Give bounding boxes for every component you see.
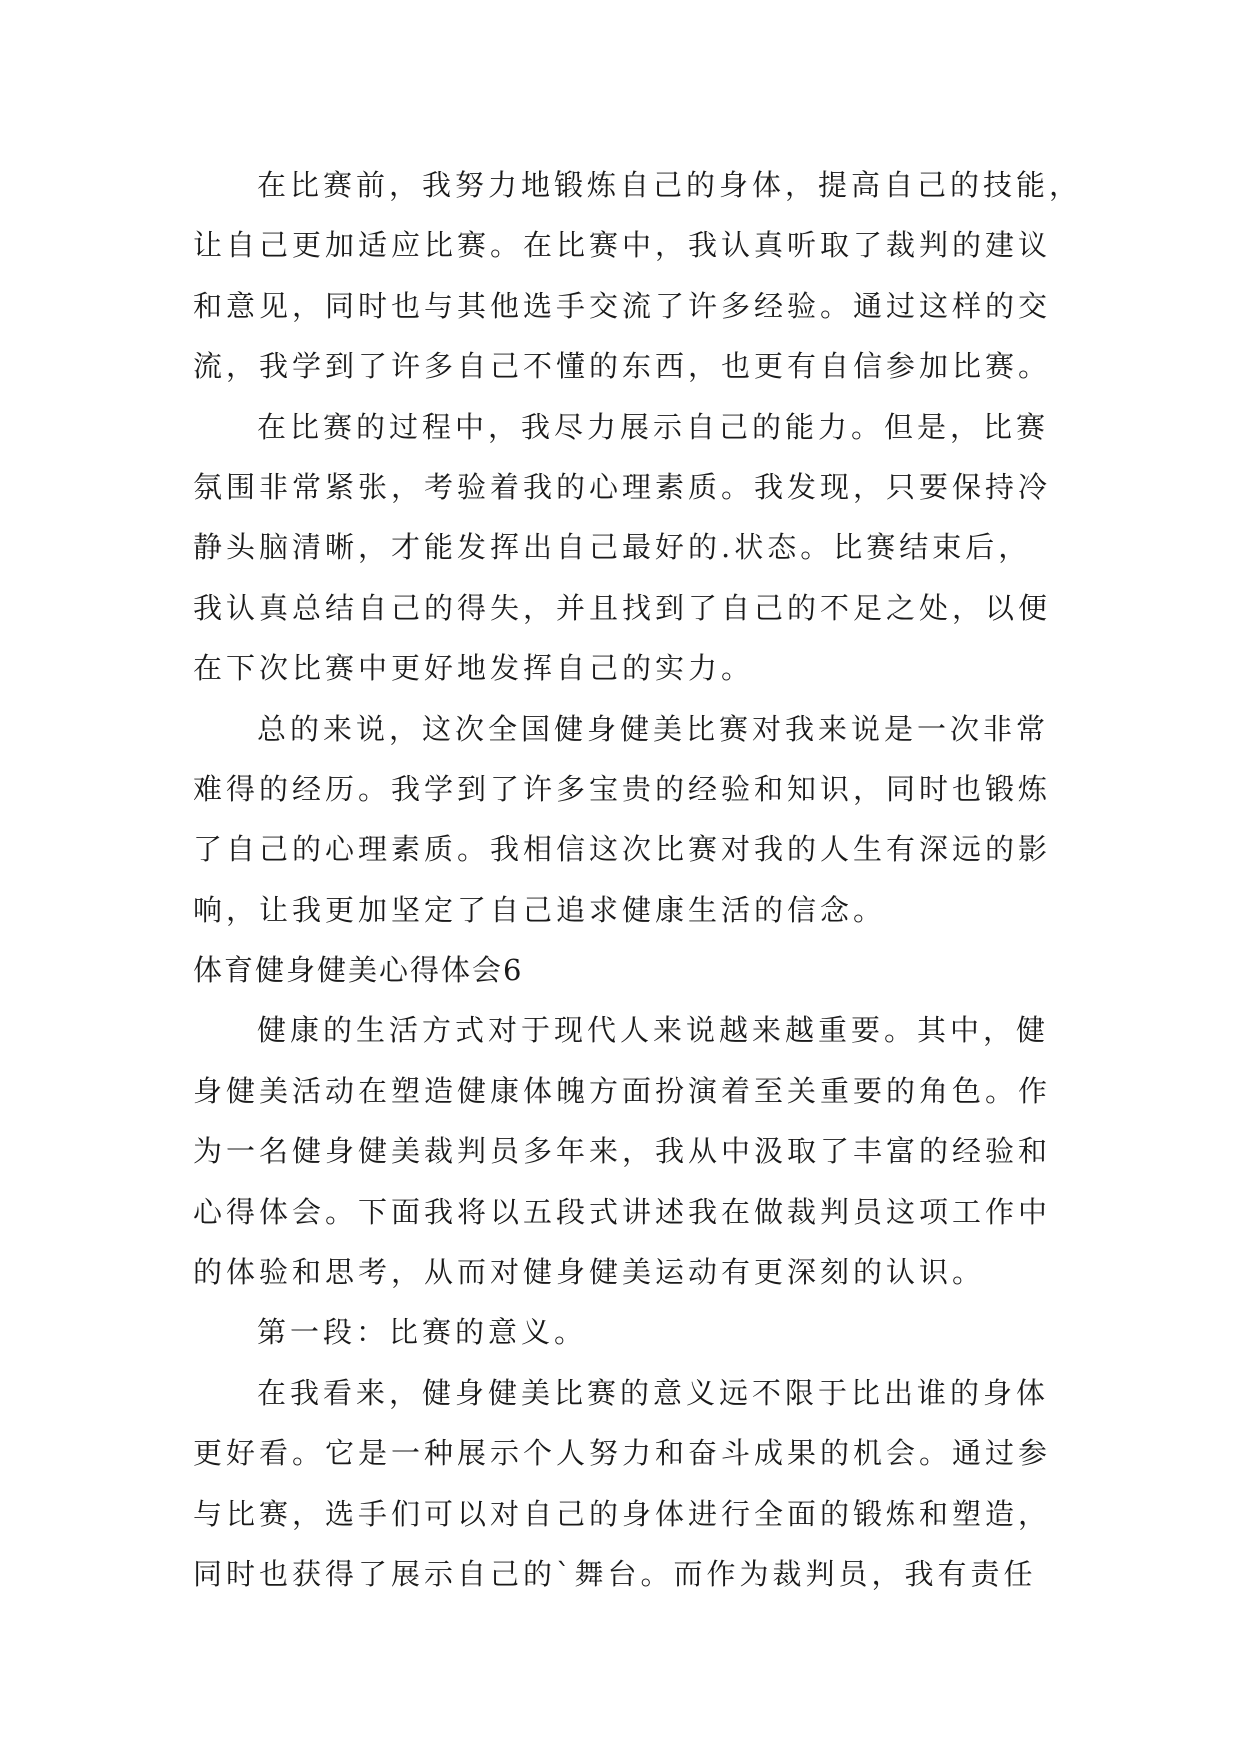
paragraph-line: 为一名健身健美裁判员多年来，我从中汲取了丰富的经验和 (193, 1134, 1052, 1169)
paragraph-line: 我认真总结自己的得失，并且找到了自己的不足之处，以便 (193, 590, 1052, 625)
paragraph-line: 在比赛前，我努力地锻炼自己的身体，提高自己的技能， (257, 168, 1083, 202)
paragraph-line: 了自己的心理素质。我相信这次比赛对我的人生有深远的影 (193, 832, 1052, 867)
document-body (193, 155, 1083, 1604)
paragraph-line: 第一段：比赛的意义。 (257, 1315, 588, 1350)
section-heading: 体育健身健美心得体会6 (193, 953, 524, 988)
paragraph-line: 总的来说，这次全国健身健美比赛对我来说是一次非常 (257, 711, 1050, 746)
paragraph-line: 和意见，同时也与其他选手交流了许多经验。通过这样的交 (193, 288, 1052, 323)
paragraph-line: 在下次比赛中更好地发挥自己的实力。 (193, 651, 755, 686)
paragraph-line: 在我看来，健身健美比赛的意义远不限于比出谁的身体 (257, 1375, 1050, 1410)
paragraph-line: 心得体会。下面我将以五段式讲述我在做裁判员这项工作中 (193, 1194, 1052, 1229)
paragraph-line: 流，我学到了许多自己不懂的东西，也更有自信参加比赛。 (193, 349, 1052, 384)
paragraph-line: 在比赛的过程中，我尽力展示自己的能力。但是，比赛 (257, 409, 1050, 444)
paragraph-line: 健康的生活方式对于现代人来说越来越重要。其中，健 (257, 1013, 1050, 1048)
paragraph-line: 更好看。它是一种展示个人努力和奋斗成果的机会。通过参 (193, 1436, 1052, 1471)
paragraph-line: 静头脑清晰，才能发挥出自己最好的.状态。比赛结束后， (193, 530, 1032, 565)
paragraph-line: 身健美活动在塑造健康体魄方面扮演着至关重要的角色。作 (193, 1073, 1052, 1108)
paragraph-line: 与比赛，选手们可以对自己的身体进行全面的锻炼和塑造， (193, 1496, 1052, 1531)
paragraph-line: 让自己更加适应比赛。在比赛中，我认真听取了裁判的建议 (193, 228, 1052, 263)
paragraph-line: 响，让我更加坚定了自己追求健康生活的信念。 (193, 892, 887, 927)
paragraph-line: 同时也获得了展示自己的`舞台。而作为裁判员，我有责任 (193, 1556, 1037, 1591)
paragraph-line: 氛围非常紧张，考验着我的心理素质。我发现，只要保持冷 (193, 469, 1052, 504)
paragraph-line: 的体验和思考，从而对健身健美运动有更深刻的认识。 (193, 1255, 986, 1290)
paragraph-line: 难得的经历。我学到了许多宝贵的经验和知识，同时也锻炼 (193, 771, 1052, 806)
